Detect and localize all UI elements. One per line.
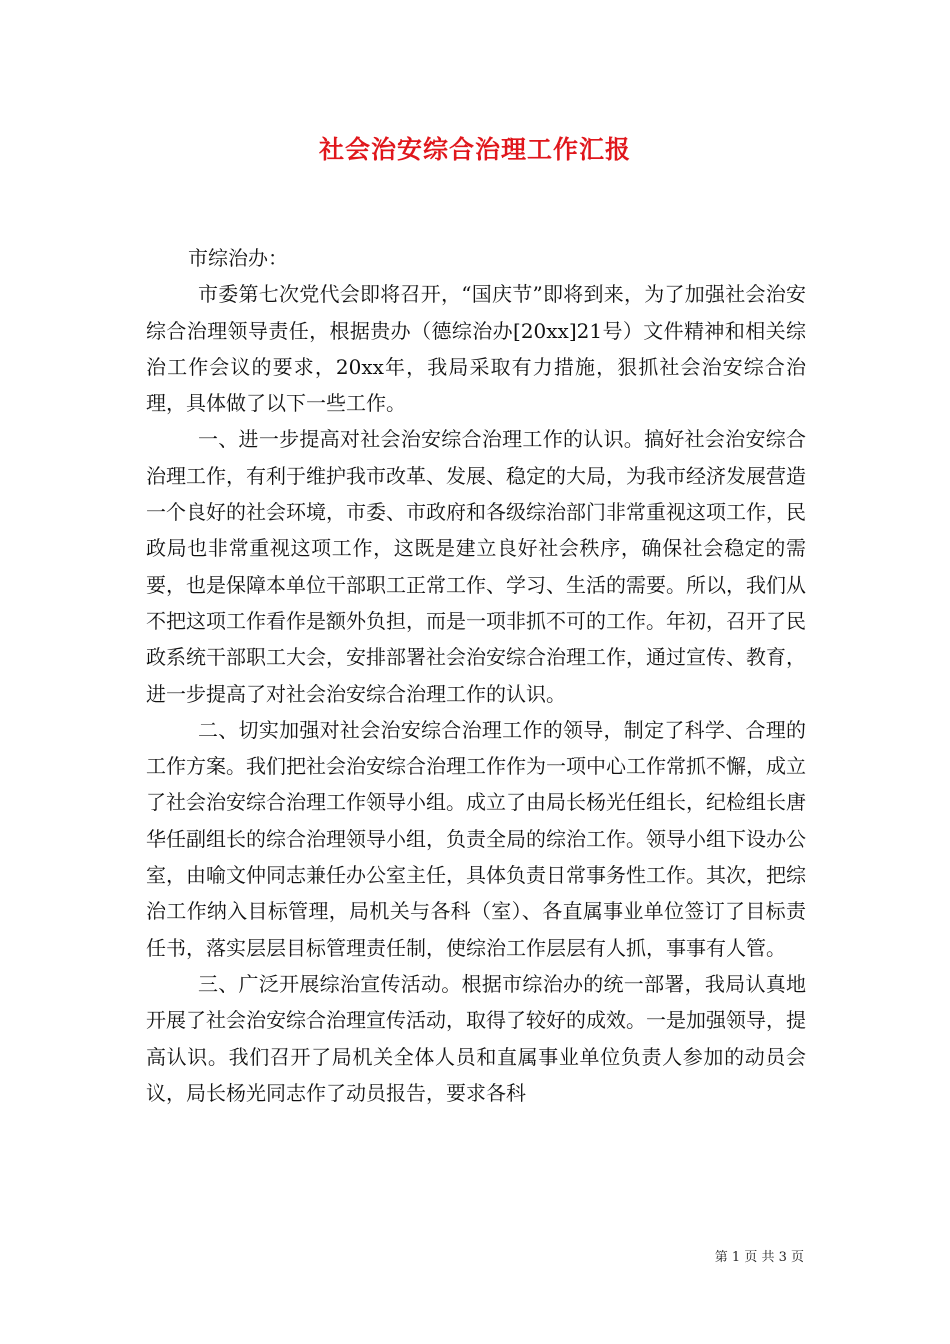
paragraph-section-3: 三、广泛开展综治宣传活动。根据市综治办的统一部署，我局认真地开展了社会治安综合治理宣传活动，取得了较好的成效。一是加强领导，提高认识。我们召开了局机关全体人员和直属事业单位负责人参加的动员会议，局长杨光同志作了动员报告，要求各科 (146, 971, 806, 1105)
document-body (146, 240, 806, 1111)
paragraph-section-2: 二、切实加强对社会治安综合治理工作的领导，制定了科学、合理的工作方案。我们把社会治安综合治理工作作为一项中心工作常抓不懈，成立了社会治安综合治理工作领导小组。成立了由局长杨光任组长，纪检组长唐华任副组长的综合治理领导小组，负责全局的综治工作。领导小组下设办公室，由喻文仲同志兼任办公室主任，具体负责日常事务性工作。其次，把综治工作纳入目标管理，局机关与各科（室）、各直属事业单位签订了目标责任书，落实层层目标管理责任制，使综治工作层层有人抓，事事有人管。 (146, 717, 806, 960)
page-number: 第 1 页 共 3 页 (714, 1250, 804, 1265)
salutation: 市综治办： (188, 246, 288, 270)
paragraph-section-1: 一、进一步提高对社会治安综合治理工作的认识。搞好社会治安综合治理工作，有利于维护我市改革、发展、稳定的大局，为我市经济发展营造一个良好的社会环境，市委、市政府和各级综治部门非常重视这项工作，民政局也非常重视这项工作，这既是建立良好社会秩序，确保社会稳定的需要，也是保障本单位干部职工正常工作、学习、生活的需要。所以，我们从不把这项工作看作是额外负担，而是一项非抓不可的工作。年初，召开了民政系统干部职工大会，安排部署社会治安综合治理工作，通过宣传、教育，进一步提高了对社会治安综合治理工作的认识。 (146, 427, 806, 706)
document-title: 社会治安综合治理工作汇报 (318, 135, 631, 164)
paragraph-intro: 市委第七次党代会即将召开，“国庆节”即将到来，为了加强社会治安综合治理领导责任，根据贵办（德综治办[20xx]21号）文件精神和相关综治工作会议的要求，20xx年，我局采取有力措施，狠抓社会治安综合治理，具体做了以下一些工作。 (146, 282, 806, 416)
